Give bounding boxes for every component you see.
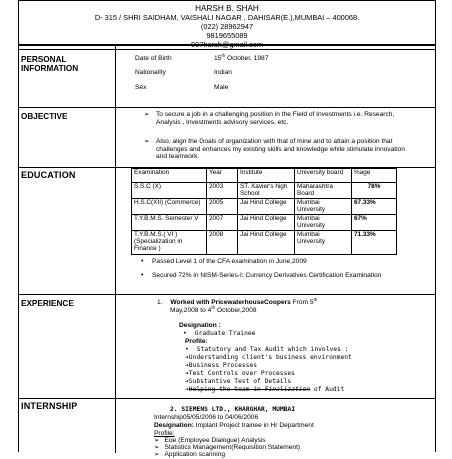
profile-sub-item: ➔Understanding client's business environment bbox=[185, 354, 352, 361]
designation-item: • Graduate Trainee bbox=[183, 330, 256, 337]
column-divider bbox=[115, 44, 116, 453]
profile-label: Profile: bbox=[185, 338, 208, 345]
profile-sub-item: ➔Helping the team in Finalization of Audit bbox=[185, 386, 345, 393]
arrow-icon: ➔ bbox=[185, 378, 189, 385]
experience-title: EXPERIENCE bbox=[21, 299, 74, 308]
designation-label: Designation : bbox=[179, 322, 221, 329]
arrow-bullet-icon: ➢ bbox=[154, 444, 160, 451]
profile-sub-item: ➔Substantive Test of Details bbox=[185, 378, 292, 385]
bullet-dot-icon: • bbox=[141, 258, 144, 265]
arrow-bullet-icon: ➢ bbox=[144, 138, 150, 145]
section-rule bbox=[19, 398, 435, 399]
section-rule bbox=[19, 44, 435, 46]
sex-value: Male bbox=[214, 84, 229, 91]
section-rule bbox=[19, 49, 435, 50]
arrow-bullet-icon: ➢ bbox=[154, 437, 160, 444]
objective-item: ➢ To secure a job in a challenging position in the Field of Investments i.e. Research, Analysis , Investments advisory services, etc. bbox=[144, 111, 395, 126]
bullet-dot-icon: • bbox=[141, 272, 144, 279]
internship-period: Internship05/05/2006 to 04/06/2006 bbox=[154, 414, 259, 421]
resume-page bbox=[18, 0, 436, 458]
email: 007harsh@gmail.com bbox=[191, 40, 263, 49]
internship-designation: Designation: Implant Project trainee in Hr Department bbox=[154, 422, 314, 429]
internship-item: ➢ Eoe (Employee Dialogue) Analysis bbox=[154, 437, 266, 444]
table-row: T.Y.B.M.S. Semester V 2007 Jai Hind College Mumbai University 67% bbox=[132, 215, 397, 231]
arrow-icon: ➔ bbox=[185, 370, 189, 377]
education-table bbox=[131, 168, 397, 255]
experience-period: May,2008 to 4th October,2008 bbox=[170, 304, 257, 314]
table-row: S.S.C (X) 2003 ST. Xavier's high School Maharashtra Board 78% bbox=[132, 183, 397, 199]
arrow-bullet-icon: ➢ bbox=[154, 451, 160, 458]
table-row: T.Y.B.M.S.( VI ) (Specialization in Finance ) 2008 Jai Hind College Mumbai University 71.33% bbox=[132, 231, 397, 255]
arrow-icon: ➔ bbox=[185, 362, 189, 369]
nationality-row bbox=[135, 69, 232, 76]
internship-item: ➢ Statistics Management(Requisition Statement) bbox=[154, 444, 301, 451]
education-bullet-item: • Secured 72% in NISM-Series-I: Currency Derivatives Certification Examination bbox=[141, 272, 382, 279]
experience-company: 1. Worked with PricewaterhouseCoopers From 5th bbox=[157, 296, 318, 306]
candidate-name: HARSH B. SHAH bbox=[195, 4, 259, 13]
section-rule bbox=[19, 294, 435, 295]
education-bullet-item: • Passed Level 1 of the CFA examination in June,2009 bbox=[141, 258, 307, 265]
address: D- 315 / SHRI SAIDHAM, VAISHALI NAGAR , DAHISAR(E.),MUMBAI – 400068. bbox=[94, 13, 360, 22]
education-title: EDUCATION bbox=[21, 170, 76, 180]
arrow-icon: ➔ bbox=[185, 386, 189, 393]
internship-company: 2. SIEMENS LTD., KHARGHAR, MUMBAI bbox=[170, 406, 296, 413]
dob-row bbox=[135, 52, 269, 62]
table-row: H.S.C(XII) (Commerce) 2005 Jai Hind College Mumbai University 67.33% bbox=[132, 199, 397, 215]
section-rule bbox=[19, 107, 435, 108]
arrow-icon: ➔ bbox=[185, 354, 189, 361]
dob-label: Date of Birth bbox=[135, 55, 172, 62]
phone-mobile: 9819655089 bbox=[206, 31, 248, 40]
dob-value: 15th October, 1987 bbox=[214, 52, 269, 62]
sex-row bbox=[135, 84, 229, 91]
resume-header bbox=[19, 1, 435, 49]
objective-item: ➢ Also, align the Goals of organization with that of mine and to attain a position that challenges and enhances my existing skills and knowledge while stimulate innovation and teamwork. bbox=[144, 138, 405, 161]
profile-sub-item: ➔Business Processes bbox=[185, 362, 258, 369]
phone-landline: (022) 28962947 bbox=[200, 22, 254, 31]
arrow-bullet-icon: ➢ bbox=[144, 111, 150, 118]
profile-item: • Statutory and Tax Audit which involves : bbox=[185, 346, 349, 353]
nationality-value: Indian bbox=[214, 69, 232, 76]
internship-item: ➢ Application scanning bbox=[154, 451, 226, 458]
sex-label: Sex bbox=[135, 84, 147, 91]
internship-title: INTERNSHIP bbox=[21, 401, 78, 411]
objective-title: OBJECTIVE bbox=[21, 112, 68, 121]
internship-profile-label: Profile: bbox=[154, 430, 175, 437]
table-header-row: Examination Year Institute University board %age bbox=[132, 169, 397, 183]
profile-sub-item: ➔Test Controls over Processes bbox=[185, 370, 295, 377]
nationality-label: Nationality bbox=[135, 69, 166, 76]
personal-info-title: PERSONAL INFORMATION bbox=[21, 55, 79, 73]
